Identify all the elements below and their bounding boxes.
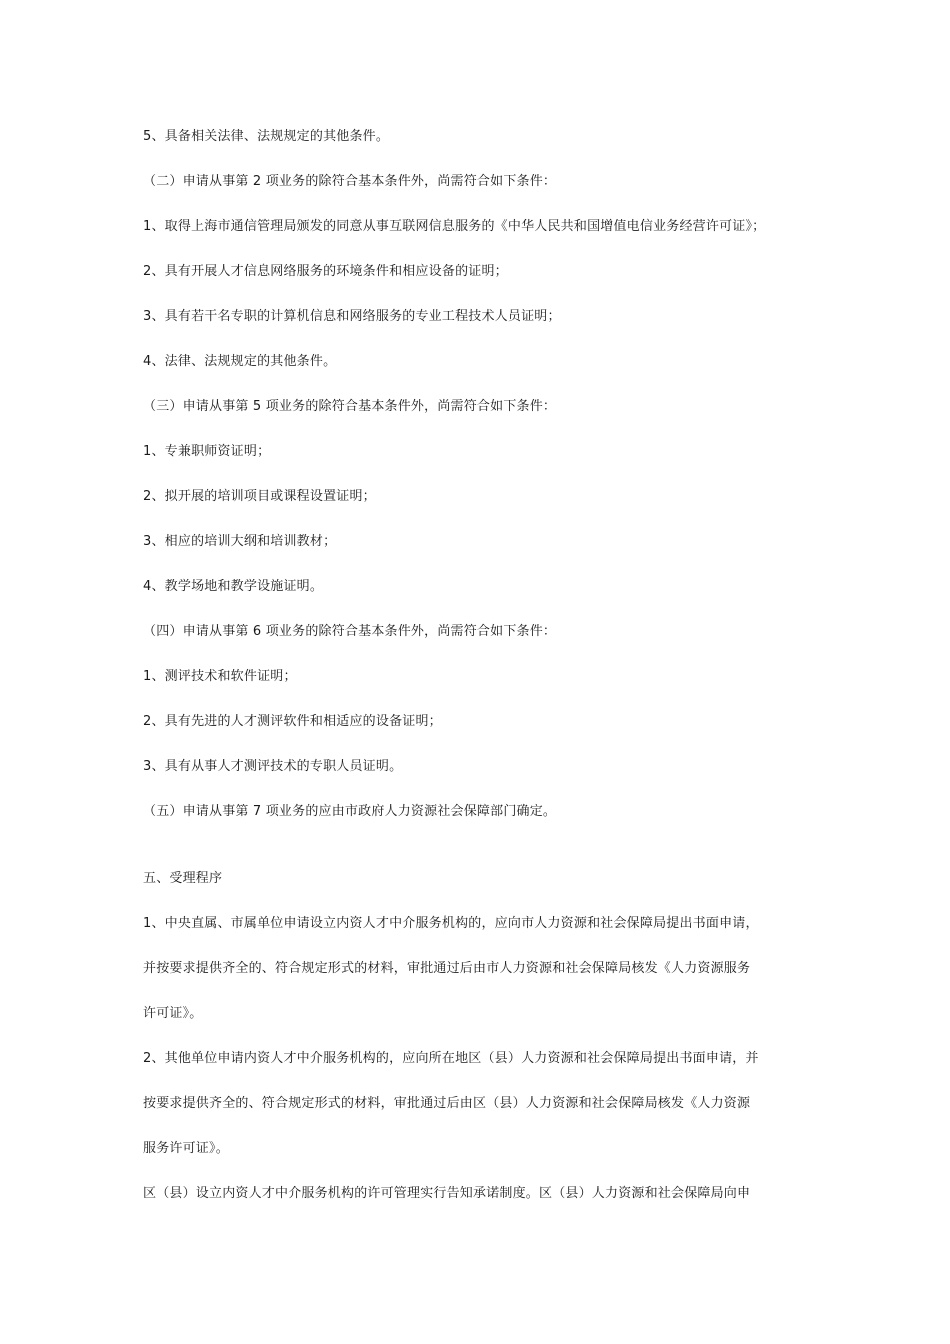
text-line: 1、中央直属、市属单位申请设立内资人才中介服务机构的，应向市人力资源和社会保障局提出书面申请， bbox=[143, 916, 759, 931]
text-line: 3、具有从事人才测评技术的专职人员证明。 bbox=[143, 759, 403, 774]
text-line: 服务许可证》。 bbox=[143, 1141, 229, 1156]
text-line: 1、测评技术和软件证明； bbox=[143, 669, 297, 684]
text-line: 并按要求提供齐全的、符合规定形式的材料，审批通过后由市人力资源和社会保障局核发《人力资源服务 bbox=[143, 961, 751, 976]
text-line: （四）申请从事第 6 项业务的除符合基本条件外，尚需符合如下条件： bbox=[143, 624, 557, 639]
text-line: 5、具备相关法律、法规规定的其他条件。 bbox=[143, 129, 390, 144]
text-line: 1、专兼职师资证明； bbox=[143, 444, 271, 459]
section-heading: 五、受理程序 bbox=[143, 871, 223, 886]
text-line: 3、相应的培训大纲和培训教材； bbox=[143, 534, 337, 549]
text-line: 2、具有开展人才信息网络服务的环境条件和相应设备的证明； bbox=[143, 264, 508, 279]
text-line: 4、教学场地和教学设施证明。 bbox=[143, 579, 324, 594]
text-line: 2、拟开展的培训项目或课程设置证明； bbox=[143, 489, 376, 504]
text-line: 按要求提供齐全的、符合规定形式的材料，审批通过后由区（县）人力资源和社会保障局核发《人力资源 bbox=[143, 1096, 751, 1111]
text-line: 4、法律、法规规定的其他条件。 bbox=[143, 354, 337, 369]
text-line: 1、取得上海市通信管理局颁发的同意从事互联网信息服务的《中华人民共和国增值电信业务经营许可证》； bbox=[143, 219, 766, 234]
text-line: （二）申请从事第 2 项业务的除符合基本条件外，尚需符合如下条件： bbox=[143, 174, 557, 189]
text-line: 区（县）设立内资人才中介服务机构的许可管理实行告知承诺制度。区（县）人力资源和社会保障局向申 bbox=[143, 1186, 751, 1201]
text-line: 3、具有若干名专职的计算机信息和网络服务的专业工程技术人员证明； bbox=[143, 309, 561, 324]
text-line: 许可证》。 bbox=[143, 1006, 203, 1021]
text-line: （五）申请从事第 7 项业务的应由市政府人力资源社会保障部门确定。 bbox=[143, 804, 557, 819]
text-line: （三）申请从事第 5 项业务的除符合基本条件外，尚需符合如下条件： bbox=[143, 399, 557, 414]
text-line: 2、其他单位申请内资人才中介服务机构的，应向所在地区（县）人力资源和社会保障局提出书面申请，并 bbox=[143, 1051, 759, 1066]
text-line: 2、具有先进的人才测评软件和相适应的设备证明； bbox=[143, 714, 442, 729]
